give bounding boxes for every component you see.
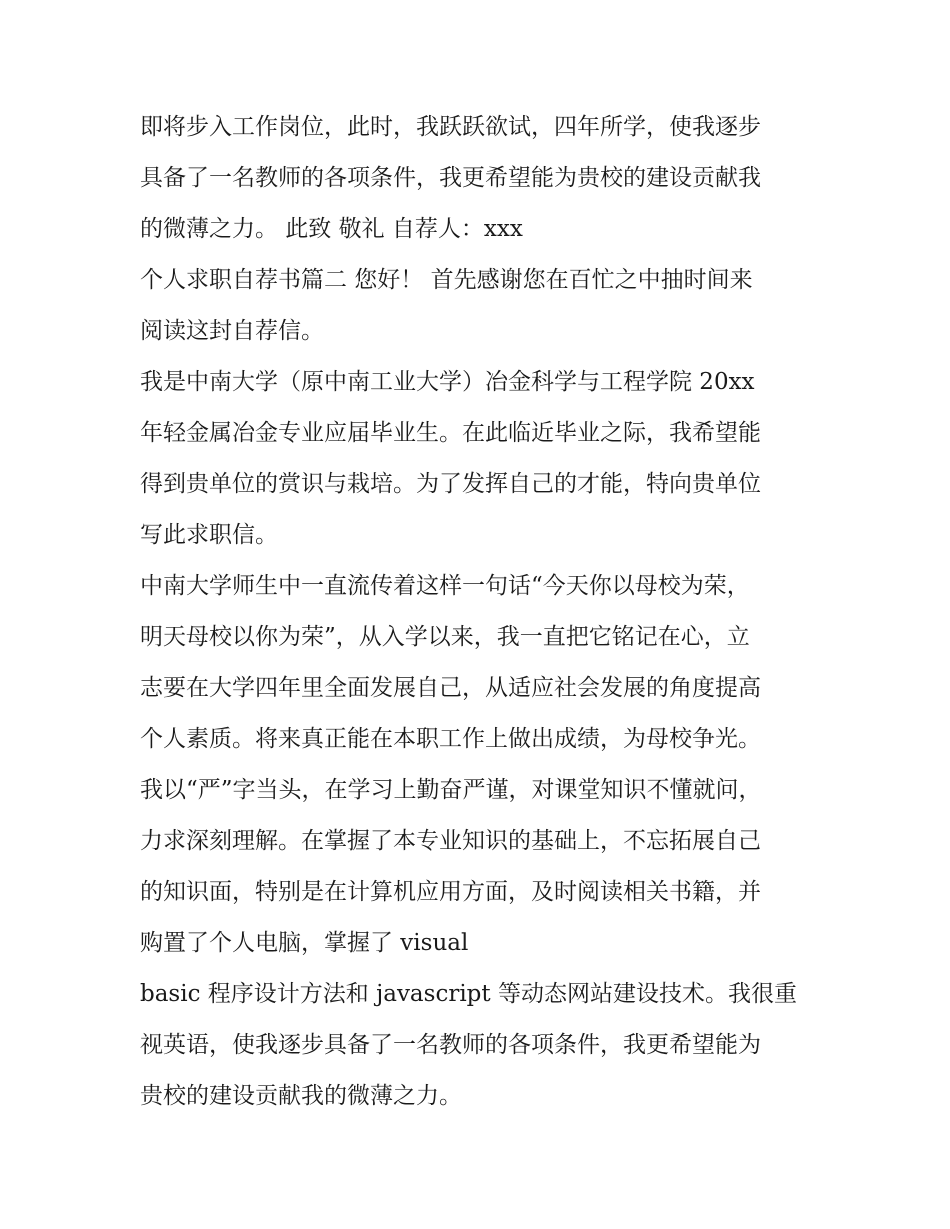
text-line: 的微薄之力。 此致 敬礼 自荐人：xxx (140, 216, 523, 242)
text-line: 明天母校以你为荣”，从入学以来，我一直把它铭记在心，立 (140, 624, 750, 650)
text-line: 我以“严”字当头，在学习上勤奋严谨，对课堂知识不懂就问， (140, 777, 762, 803)
text-line: 视英语，使我逐步具备了一名教师的各项条件，我更希望能为 (140, 1032, 761, 1058)
text-line: 得到贵单位的赏识与栽培。为了发挥自己的才能，特向贵单位 (140, 471, 761, 497)
text-line: 购置了个人电脑，掌握了 visual (140, 930, 469, 956)
text-line: 即将步入工作岗位，此时，我跃跃欲试，四年所学，使我逐步 (140, 114, 761, 140)
document-body (140, 102, 820, 1122)
text-line: 具备了一名教师的各项条件，我更希望能为贵校的建设贡献我 (140, 165, 761, 191)
text-line: 的知识面，特别是在计算机应用方面，及时阅读相关书籍，并 (140, 879, 761, 905)
text-line: 我是中南大学（原中南工业大学）冶金科学与工程学院 20xx (140, 369, 755, 395)
text-line: 力求深刻理解。在掌握了本专业知识的基础上，不忘拓展自己 (140, 828, 761, 854)
text-line: 个人素质。将来真正能在本职工作上做出成绩，为母校争光。 (140, 726, 761, 752)
text-line: 个人求职自荐书篇二 您好！ 首先感谢您在百忙之中抽时间来 (140, 267, 753, 293)
text-line: 志要在大学四年里全面发展自己，从适应社会发展的角度提高 (140, 675, 761, 701)
text-line: 中南大学师生中一直流传着这样一句话“今天你以母校为荣， (140, 573, 750, 599)
text-line: 阅读这封自荐信。 (140, 318, 324, 344)
text-line: 贵校的建设贡献我的微薄之力。 (140, 1083, 462, 1109)
text-line: 年轻金属冶金专业应届毕业生。在此临近毕业之际，我希望能 (140, 420, 761, 446)
text-line: basic 程序设计方法和 javascript 等动态网站建设技术。我很重 (140, 981, 797, 1007)
text-line: 写此求职信。 (140, 522, 278, 548)
